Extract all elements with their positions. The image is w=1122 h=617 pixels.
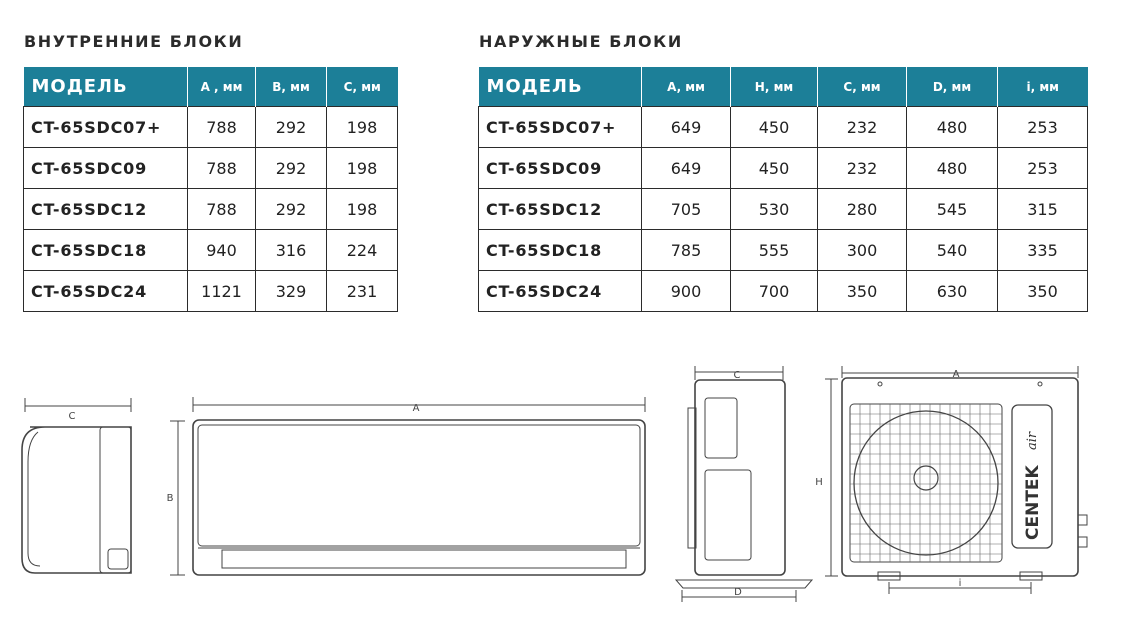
table-row xyxy=(479,271,1088,312)
value-cell: 705 xyxy=(642,189,731,230)
column-header-model: МОДЕЛЬ xyxy=(479,67,642,107)
column-header-c: C, мм xyxy=(327,67,398,107)
outdoor-units-table xyxy=(478,67,1088,312)
value-cell: 630 xyxy=(907,271,998,312)
column-header-h: H, мм xyxy=(731,67,818,107)
value-cell: 555 xyxy=(731,230,818,271)
value-cell: 450 xyxy=(731,148,818,189)
value-cell: 785 xyxy=(642,230,731,271)
svg-text:CENTEK: CENTEK xyxy=(1023,465,1043,540)
table-row xyxy=(24,107,398,148)
dimension-label-outdoor-h: H xyxy=(815,477,823,488)
table-row xyxy=(24,230,398,271)
column-header-c: C, мм xyxy=(818,67,907,107)
value-cell: 1121 xyxy=(188,271,256,312)
value-cell: 300 xyxy=(818,230,907,271)
table-row xyxy=(24,148,398,189)
value-cell: 232 xyxy=(818,148,907,189)
model-cell: CT-65SDC12 xyxy=(479,189,642,230)
model-cell: CT-65SDC24 xyxy=(24,271,188,312)
value-cell: 788 xyxy=(188,189,256,230)
model-cell: CT-65SDC18 xyxy=(479,230,642,271)
value-cell: 232 xyxy=(818,107,907,148)
table-row xyxy=(24,189,398,230)
dimension-label-indoor-b: B xyxy=(166,493,174,504)
indoor-units-title: ВНУТРЕННИЕ БЛОКИ xyxy=(24,32,244,51)
value-cell: 280 xyxy=(818,189,907,230)
indoor-unit-side-view xyxy=(22,398,131,573)
dimension-label-indoor-c: C xyxy=(68,411,76,422)
value-cell: 315 xyxy=(998,189,1088,230)
value-cell: 253 xyxy=(998,107,1088,148)
table-row xyxy=(479,107,1088,148)
value-cell: 480 xyxy=(907,107,998,148)
value-cell: 198 xyxy=(327,148,398,189)
indoor-units-table xyxy=(23,67,398,312)
outdoor-unit-front-view xyxy=(825,366,1087,594)
table-row xyxy=(479,148,1088,189)
indoor-unit-front-view xyxy=(170,397,645,575)
model-cell: CT-65SDC09 xyxy=(479,148,642,189)
value-cell: 231 xyxy=(327,271,398,312)
model-cell: CT-65SDC18 xyxy=(24,230,188,271)
value-cell: 788 xyxy=(188,107,256,148)
svg-text:air: air xyxy=(1025,431,1040,450)
value-cell: 292 xyxy=(256,189,327,230)
outdoor-unit-side-view xyxy=(676,366,812,602)
column-header-b: B, мм xyxy=(256,67,327,107)
dimension-label-outdoor-i: i xyxy=(958,578,962,589)
value-cell: 316 xyxy=(256,230,327,271)
value-cell: 292 xyxy=(256,148,327,189)
value-cell: 540 xyxy=(907,230,998,271)
value-cell: 198 xyxy=(327,189,398,230)
model-cell: CT-65SDC12 xyxy=(24,189,188,230)
value-cell: 940 xyxy=(188,230,256,271)
model-cell: CT-65SDC07+ xyxy=(479,107,642,148)
model-cell: CT-65SDC07+ xyxy=(24,107,188,148)
value-cell: 329 xyxy=(256,271,327,312)
table-row xyxy=(479,230,1088,271)
value-cell: 292 xyxy=(256,107,327,148)
table-header-row xyxy=(479,67,1088,107)
column-header-d: D, мм xyxy=(907,67,998,107)
model-cell: CT-65SDC09 xyxy=(24,148,188,189)
table-row xyxy=(24,271,398,312)
value-cell: 649 xyxy=(642,148,731,189)
column-header-a: A, мм xyxy=(642,67,731,107)
dimension-label-outdoor-c: C xyxy=(733,370,741,381)
value-cell: 530 xyxy=(731,189,818,230)
centek-air-logo xyxy=(1023,431,1043,540)
value-cell: 700 xyxy=(731,271,818,312)
value-cell: 649 xyxy=(642,107,731,148)
table-row xyxy=(479,189,1088,230)
value-cell: 253 xyxy=(998,148,1088,189)
value-cell: 450 xyxy=(731,107,818,148)
value-cell: 788 xyxy=(188,148,256,189)
column-header-a: A , мм xyxy=(188,67,256,107)
dimension-label-indoor-a: A xyxy=(412,403,420,414)
outdoor-units-title: НАРУЖНЫЕ БЛОКИ xyxy=(479,32,683,51)
value-cell: 900 xyxy=(642,271,731,312)
value-cell: 545 xyxy=(907,189,998,230)
value-cell: 480 xyxy=(907,148,998,189)
value-cell: 350 xyxy=(998,271,1088,312)
value-cell: 350 xyxy=(818,271,907,312)
column-header-i: i, мм xyxy=(998,67,1088,107)
table-header-row xyxy=(24,67,398,107)
dimension-label-outdoor-a: A xyxy=(952,369,960,380)
dimension-drawings xyxy=(0,340,1122,617)
value-cell: 198 xyxy=(327,107,398,148)
dimension-label-outdoor-d: D xyxy=(734,587,742,598)
column-header-model: МОДЕЛЬ xyxy=(24,67,188,107)
model-cell: CT-65SDC24 xyxy=(479,271,642,312)
value-cell: 224 xyxy=(327,230,398,271)
value-cell: 335 xyxy=(998,230,1088,271)
